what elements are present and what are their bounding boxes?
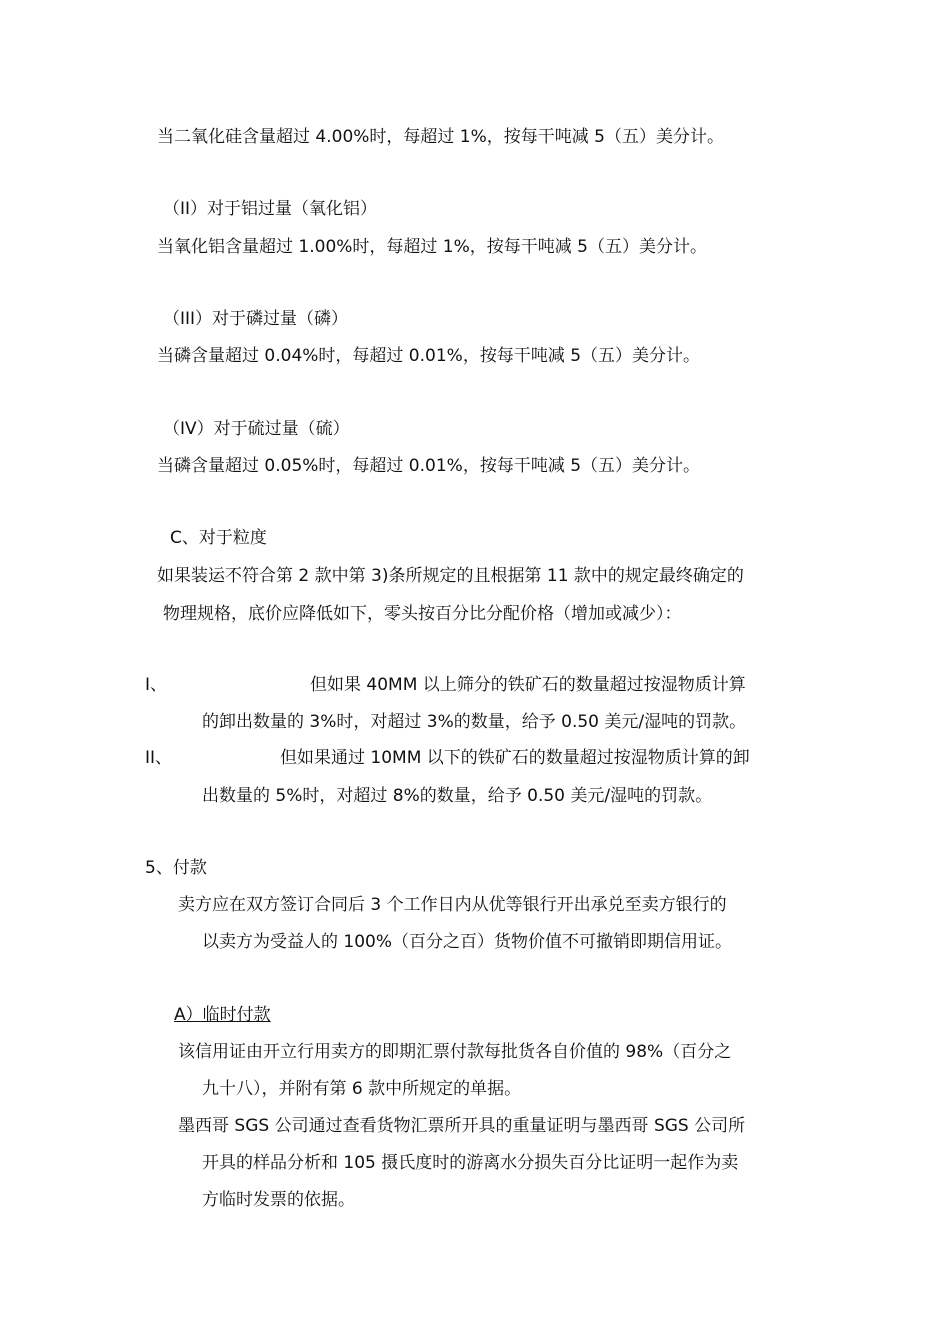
- payment-heading: 5、付款: [145, 858, 207, 878]
- granularity-heading: C、对于粒度: [170, 528, 267, 548]
- phosphorus-penalty-line: 当磷含量超过 0.04%时，每超过 0.01%，按每干吨减 5（五）美分计。: [157, 346, 701, 366]
- sgs-text-line-1: 墨西哥 SGS 公司通过查看货物汇票所开具的重量证明与墨西哥 SGS 公司所: [178, 1116, 746, 1136]
- provisional-payment-heading: A）临时付款: [174, 1005, 271, 1025]
- sulfur-penalty-line: 当磷含量超过 0.05%时，每超过 0.01%，按每干吨减 5（五）美分计。: [157, 456, 701, 476]
- list-marker-1: I、: [145, 675, 168, 695]
- silica-penalty-line: 当二氧化硅含量超过 4.00%时，每超过 1%，按每干吨减 5（五）美分计。: [157, 127, 725, 147]
- provisional-text-line-1: 该信用证由开立行用卖方的即期汇票付款每批货各自价值的 98%（百分之: [178, 1042, 732, 1062]
- granularity-text-line-1: 如果装运不符合第 2 款中第 3)条所规定的且根据第 11 款中的规定最终确定的: [157, 566, 744, 586]
- screening-penalty-line-2: 的卸出数量的 3%时，对超过 3%的数量，给予 0.50 美元/湿吨的罚款。: [202, 712, 747, 732]
- list-marker-2: II、: [145, 748, 173, 768]
- sulfur-heading: （IV）对于硫过量（硫）: [163, 419, 350, 439]
- phosphorus-heading: （III）对于磷过量（磷）: [163, 309, 349, 329]
- granularity-text-line-2: 物理规格，底价应降低如下，零头按百分比分配价格（增加或减少）：: [163, 604, 682, 624]
- payment-text-line-1: 卖方应在双方签订合同后 3 个工作日内从优等银行开出承兑至卖方银行的: [178, 895, 727, 915]
- alumina-heading: （II）对于铝过量（氧化铝）: [163, 199, 378, 219]
- screening-penalty-line-1: 但如果 40MM 以上筛分的铁矿石的数量超过按湿物质计算: [310, 675, 746, 695]
- alumina-penalty-line: 当氧化铝含量超过 1.00%时，每超过 1%，按每干吨减 5（五）美分计。: [157, 237, 708, 257]
- provisional-text-line-2: 九十八），并附有第 6 款中所规定的单据。: [202, 1079, 522, 1099]
- sgs-text-line-2: 开具的样品分析和 105 摄氏度时的游离水分损失百分比证明一起作为卖: [202, 1153, 739, 1173]
- payment-text-line-2: 以卖方为受益人的 100%（百分之百）货物价值不可撤销即期信用证。: [202, 932, 733, 952]
- sgs-text-line-3: 方临时发票的依据。: [202, 1190, 355, 1210]
- fines-penalty-line-1: 但如果通过 10MM 以下的铁矿石的数量超过按湿物质计算的卸: [280, 748, 750, 768]
- fines-penalty-line-2: 出数量的 5%时，对超过 8%的数量，给予 0.50 美元/湿吨的罚款。: [202, 786, 713, 806]
